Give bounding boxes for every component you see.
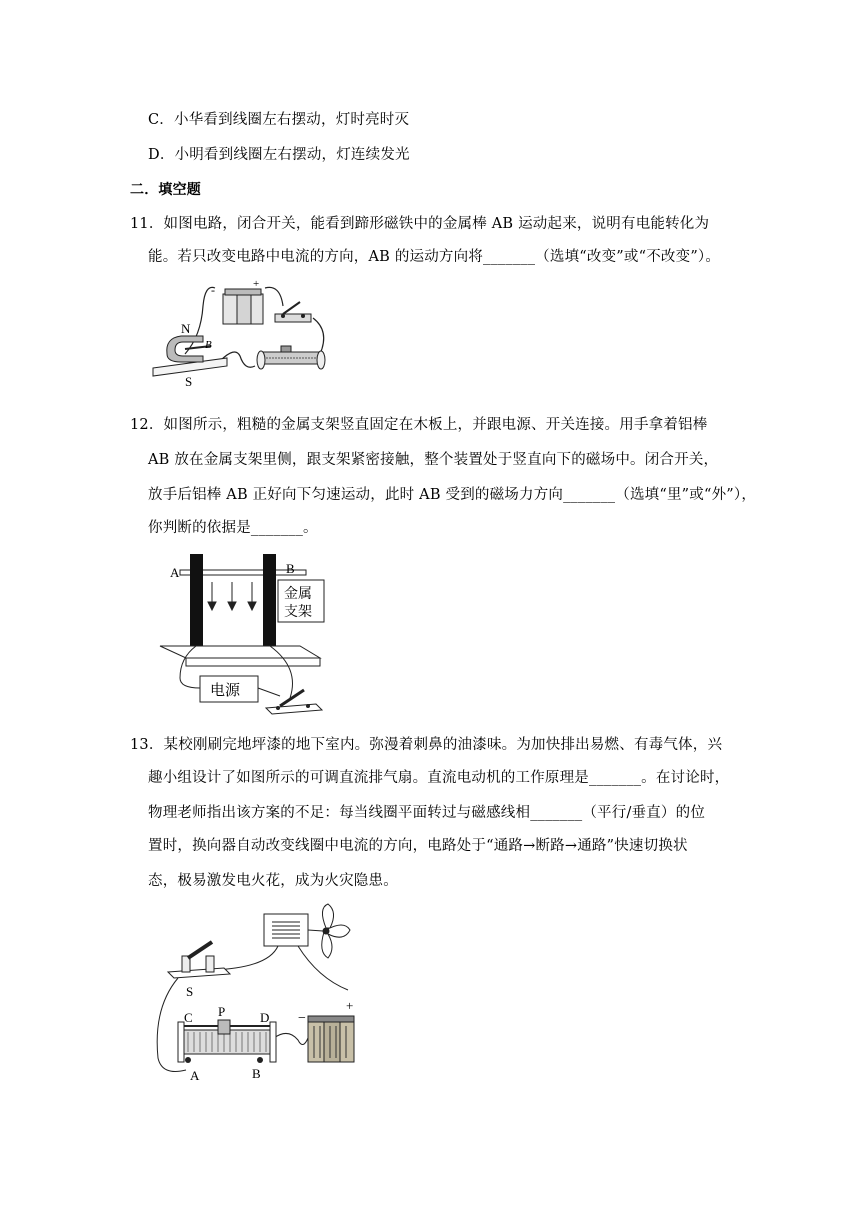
rheostat-b-label: B xyxy=(252,1066,261,1081)
q12-line-3: 放手后铝棒 AB 正好向下匀速运动，此时 AB 受到的磁场力方向_______（选填“里”或“外”）， xyxy=(148,487,757,503)
q13-line-1: 13．某校刚刷完地坪漆的地下室内。弥漫着刺鼻的油漆味。为加快排出易燃、有毒气体，兴 xyxy=(130,737,723,753)
rheostat-c-label: C xyxy=(184,1010,193,1025)
switch-icon xyxy=(275,302,311,322)
q13-line-5: 态，极易激发电火花，成为火灾隐患。 xyxy=(148,873,398,889)
q11-line-1: 11．如图电路，闭合开关，能看到蹄形磁铁中的金属棒 AB 运动起来，说明有电能转化为 xyxy=(130,216,710,232)
battery-minus-label: − xyxy=(298,1011,306,1026)
power-label: 电源 xyxy=(210,681,241,699)
rod-a-label: A xyxy=(170,565,180,580)
q11-figure xyxy=(145,276,345,391)
right-metal-post xyxy=(263,554,276,646)
bracket-label-1: 金属 xyxy=(284,586,312,602)
section-title: 二．填空题 xyxy=(130,182,201,198)
battery-icon xyxy=(308,1016,354,1062)
exhaust-fan-circuit-diagram xyxy=(148,898,378,1088)
magnet-s-label: S xyxy=(185,374,193,389)
battery-icon xyxy=(223,289,263,324)
q13-figure xyxy=(148,898,378,1088)
switch-icon xyxy=(168,942,230,978)
rheostat-d-label: D xyxy=(260,1010,270,1025)
rheostat-p-label: P xyxy=(218,1004,226,1019)
option-c: C．小华看到线圈左右摆动，灯时亮时灭 xyxy=(148,112,410,128)
fan-icon xyxy=(308,904,350,958)
metal-frame-diagram xyxy=(150,548,350,720)
q12-figure xyxy=(150,548,350,720)
battery-plus-label: + xyxy=(346,998,354,1013)
rod-b-label: B xyxy=(286,561,295,576)
magnet-board-icon xyxy=(153,336,227,376)
magnet-n-label: N xyxy=(181,321,191,336)
rod-b-label: B xyxy=(205,339,212,351)
q13-line-3: 物理老师指出该方案的不足：每当线圈平面转过与磁感线相_______（平行/垂直）的位 xyxy=(148,805,706,821)
battery-plus-label: + xyxy=(253,278,260,290)
wooden-board xyxy=(160,646,320,658)
rheostat-icon xyxy=(178,1020,276,1063)
q12-line-4: 你判断的依据是_______。 xyxy=(148,520,318,536)
q13-line-2: 趣小组设计了如图所示的可调直流排气扇。直流电动机的工作原理是_______。在讨论时， xyxy=(148,770,730,786)
motor-circuit-diagram xyxy=(145,276,345,391)
rheostat-icon xyxy=(257,346,325,369)
option-d: D．小明看到线圈左右摆动，灯连续发光 xyxy=(148,147,410,163)
rheostat-a-label: A xyxy=(190,1068,200,1083)
bracket-label-2: 支架 xyxy=(284,604,312,620)
q11-line-2: 能。若只改变电路中电流的方向，AB 的运动方向将_______（选填“改变”或“不改变”）。 xyxy=(148,249,721,265)
q12-line-1: 12．如图所示，粗糙的金属支架竖直固定在木板上，并跟电源、开关连接。用手拿着铝棒 xyxy=(130,417,708,433)
q12-line-2: AB 放在金属支架里侧，跟支架紧密接触，整个装置处于竖直向下的磁场中。闭合开关， xyxy=(148,452,719,468)
left-metal-post xyxy=(190,554,203,646)
switch-s-label: S xyxy=(186,984,194,999)
magnetic-field-arrows xyxy=(208,582,256,610)
battery-minus-label: - xyxy=(211,283,215,297)
q13-line-4: 置时，换向器自动改变线圈中电流的方向，电路处于“通路→断路→通路”快速切换状 xyxy=(148,838,688,854)
